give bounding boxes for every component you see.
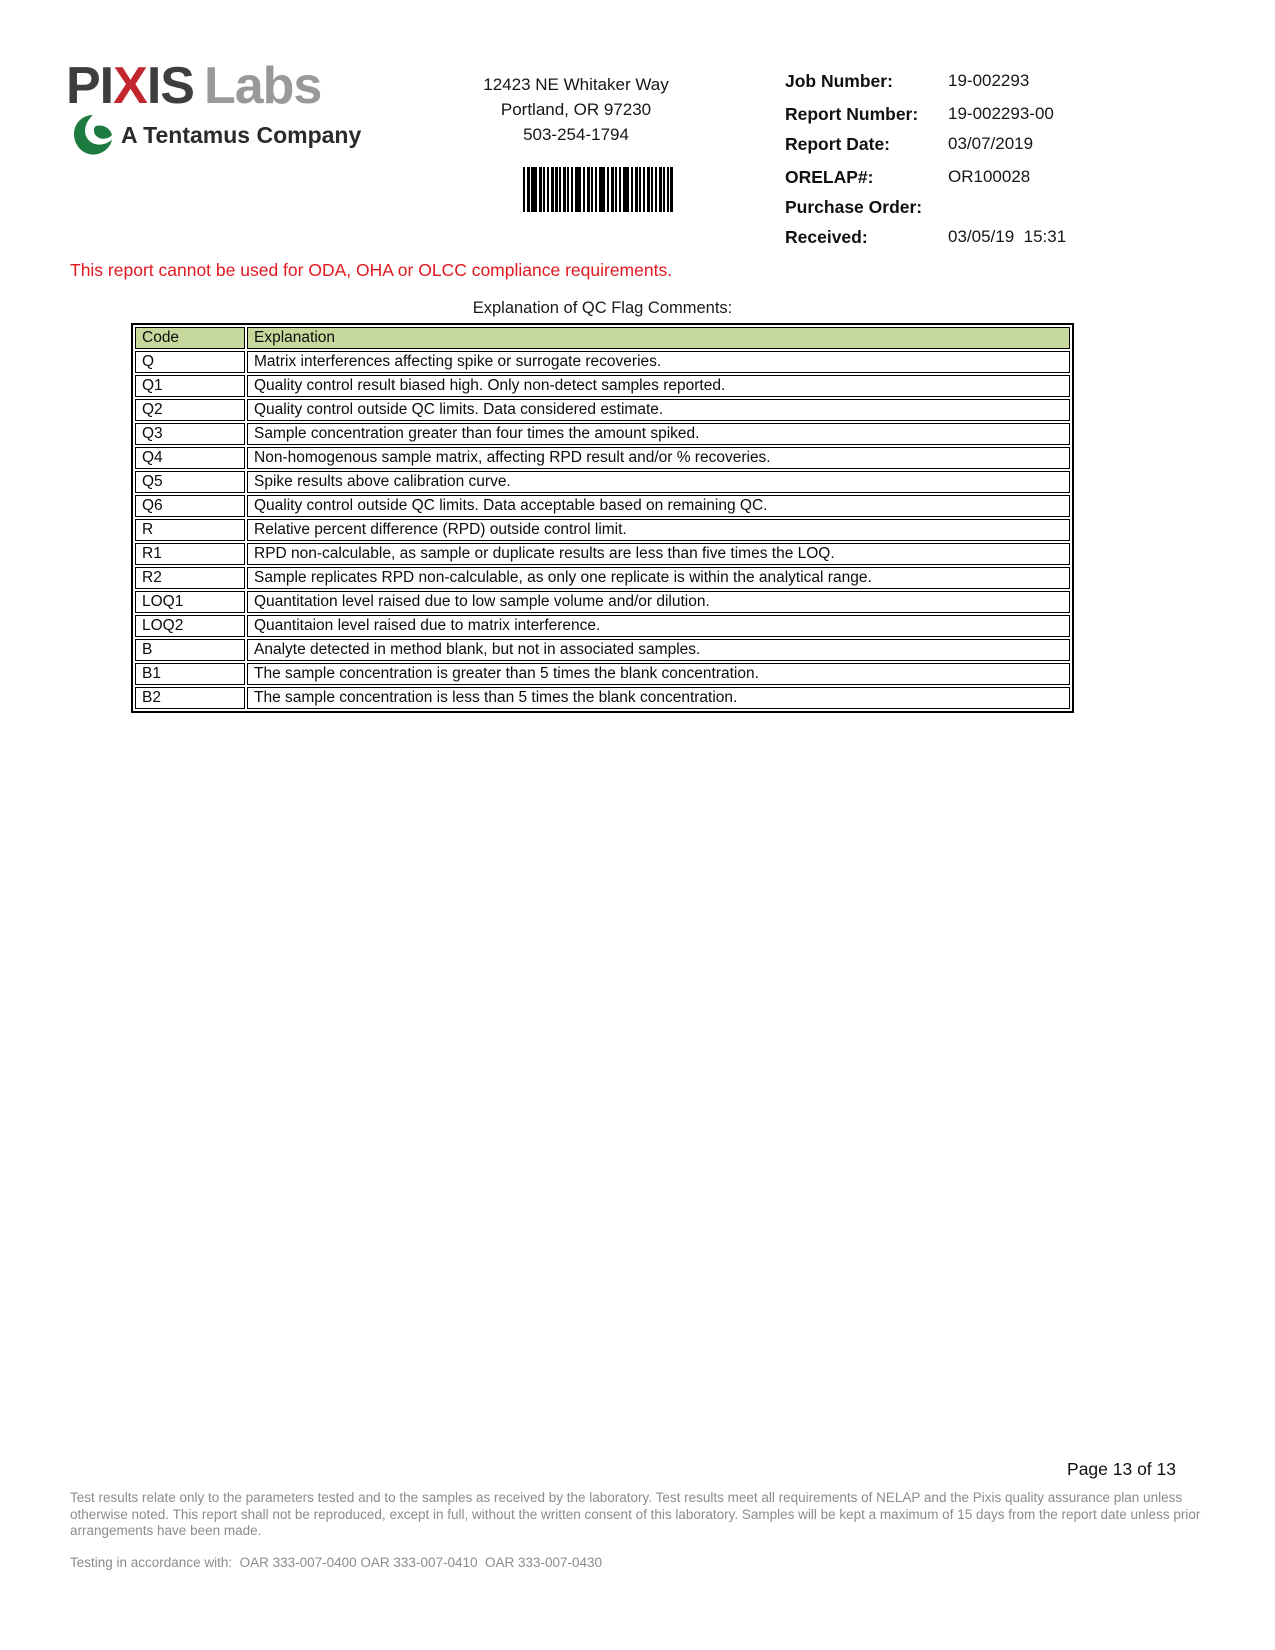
qc-code-cell: Q1 [135, 375, 245, 397]
report-info [785, 71, 1205, 257]
qc-explanation-cell: Quality control result biased high. Only non-detect samples reported. [247, 375, 1070, 397]
compliance-notice: This report cannot be used for ODA, OHA or OLCC compliance requirements. [70, 260, 673, 280]
logo-tagline-row [72, 114, 361, 156]
qc-flag-table [131, 323, 1074, 713]
info-row-purchase-order [785, 197, 1205, 218]
footer-accordance: Testing in accordance with: OAR 333-007-0400 OAR 333-007-0410 OAR 333-007-0430 [70, 1555, 603, 1570]
report-number-label: Report Number: [785, 104, 919, 124]
qc-code-cell: Q2 [135, 399, 245, 421]
table-row [135, 567, 1070, 589]
leaf-icon [72, 114, 114, 156]
qc-code-cell: R1 [135, 543, 245, 565]
job-number-value: 19-002293 [948, 71, 1030, 90]
qc-explanation-cell: Quality control outside QC limits. Data acceptable based on remaining QC. [247, 495, 1070, 517]
info-row-orelap [785, 167, 1205, 188]
footer-disclaimer: Test results relate only to the parameters tested and to the samples as received by the laboratory. Test results meet all requirements of NELAP and the Pixis quality assurance plan unless otherwise noted. This report shall not be reproduced, except in full, without the written consent of this laboratory. Samples will be kept a maximum of 15 days from the report date unless prior arrangements have been made. [70, 1490, 1201, 1538]
qc-explanation-cell: Matrix interferences affecting spike or surrogate recoveries. [247, 351, 1070, 373]
orelap-value: OR100028 [948, 167, 1031, 186]
qc-table-title: Explanation of QC Flag Comments: [472, 299, 733, 317]
qc-code-cell: R2 [135, 567, 245, 589]
table-row [135, 687, 1070, 709]
qc-explanation-cell: Sample replicates RPD non-calculable, as only one replicate is within the analytical range. [247, 567, 1070, 589]
qc-code-cell: Q6 [135, 495, 245, 517]
address-line-2: Portland, OR 97230 [500, 100, 652, 119]
lab-address [451, 72, 701, 147]
logo-wordmark [66, 57, 361, 115]
table-row [135, 447, 1070, 469]
table-row [135, 591, 1070, 613]
info-row-job-number [785, 71, 1205, 92]
table-row [135, 375, 1070, 397]
page-number: Page 13 of 13 [1067, 1459, 1176, 1479]
qc-explanation-cell: Quantitaion level raised due to matrix interference. [247, 615, 1070, 637]
qc-table-body [135, 351, 1070, 709]
report-date-value: 03/07/2019 [948, 134, 1034, 153]
logo-text-pi: PI [66, 57, 114, 115]
table-row [135, 519, 1070, 541]
qc-explanation-cell: The sample concentration is less than 5 times the blank concentration. [247, 687, 1070, 709]
qc-explanation-cell: Quantitation level raised due to low sample volume and/or dilution. [247, 591, 1070, 613]
qc-explanation-cell: The sample concentration is greater than 5 times the blank concentration. [247, 663, 1070, 685]
barcode [523, 167, 673, 212]
qc-explanation-cell: Non-homogenous sample matrix, affecting RPD result and/or % recoveries. [247, 447, 1070, 469]
table-row [135, 351, 1070, 373]
company-logo [66, 57, 362, 156]
qc-code-cell: B [135, 639, 245, 661]
logo-text-is: IS [146, 57, 194, 115]
qc-code-cell: Q [135, 351, 245, 373]
orelap-label: ORELAP#: [785, 167, 874, 187]
qc-explanation-cell: Quality control outside QC limits. Data considered estimate. [247, 399, 1070, 421]
qc-code-cell: Q5 [135, 471, 245, 493]
job-number-label: Job Number: [785, 71, 893, 91]
qc-code-cell: B2 [135, 687, 245, 709]
qc-flag-section [131, 299, 1074, 713]
report-number-value: 19-002293-00 [948, 104, 1054, 123]
qc-explanation-cell: Sample concentration greater than four times the amount spiked. [247, 423, 1070, 445]
info-row-received [785, 227, 1205, 248]
table-row [135, 663, 1070, 685]
purchase-order-label: Purchase Order: [785, 197, 923, 217]
address-line-3: 503-254-1794 [523, 125, 629, 144]
code-column-header: Code [135, 327, 245, 349]
logo-text-x: X [113, 57, 147, 115]
qc-explanation-cell: Relative percent difference (RPD) outside control limit. [247, 519, 1070, 541]
table-row [135, 495, 1070, 517]
qc-code-cell: Q4 [135, 447, 245, 469]
received-value: 03/05/19 15:31 [948, 227, 1067, 246]
qc-code-cell: LOQ2 [135, 615, 245, 637]
report-date-label: Report Date: [785, 134, 891, 154]
address-line-1: 12423 NE Whitaker Way [483, 75, 669, 94]
qc-code-cell: R [135, 519, 245, 541]
table-row [135, 639, 1070, 661]
info-row-report-number [785, 104, 1205, 125]
qc-explanation-cell: Spike results above calibration curve. [247, 471, 1070, 493]
qc-code-cell: B1 [135, 663, 245, 685]
table-row [135, 615, 1070, 637]
info-row-report-date [785, 134, 1205, 155]
table-header-row [135, 327, 1070, 349]
explanation-column-header: Explanation [247, 327, 1070, 349]
received-label: Received: [785, 227, 868, 247]
qc-explanation-cell: RPD non-calculable, as sample or duplicate results are less than five times the LOQ. [247, 543, 1070, 565]
logo-text-labs: Labs [203, 57, 322, 115]
table-row [135, 471, 1070, 493]
qc-code-cell: Q3 [135, 423, 245, 445]
table-row [135, 423, 1070, 445]
qc-code-cell: LOQ1 [135, 591, 245, 613]
table-row [135, 543, 1070, 565]
logo-tagline: A Tentamus Company [121, 121, 362, 148]
table-row [135, 399, 1070, 421]
qc-explanation-cell: Analyte detected in method blank, but not in associated samples. [247, 639, 1070, 661]
